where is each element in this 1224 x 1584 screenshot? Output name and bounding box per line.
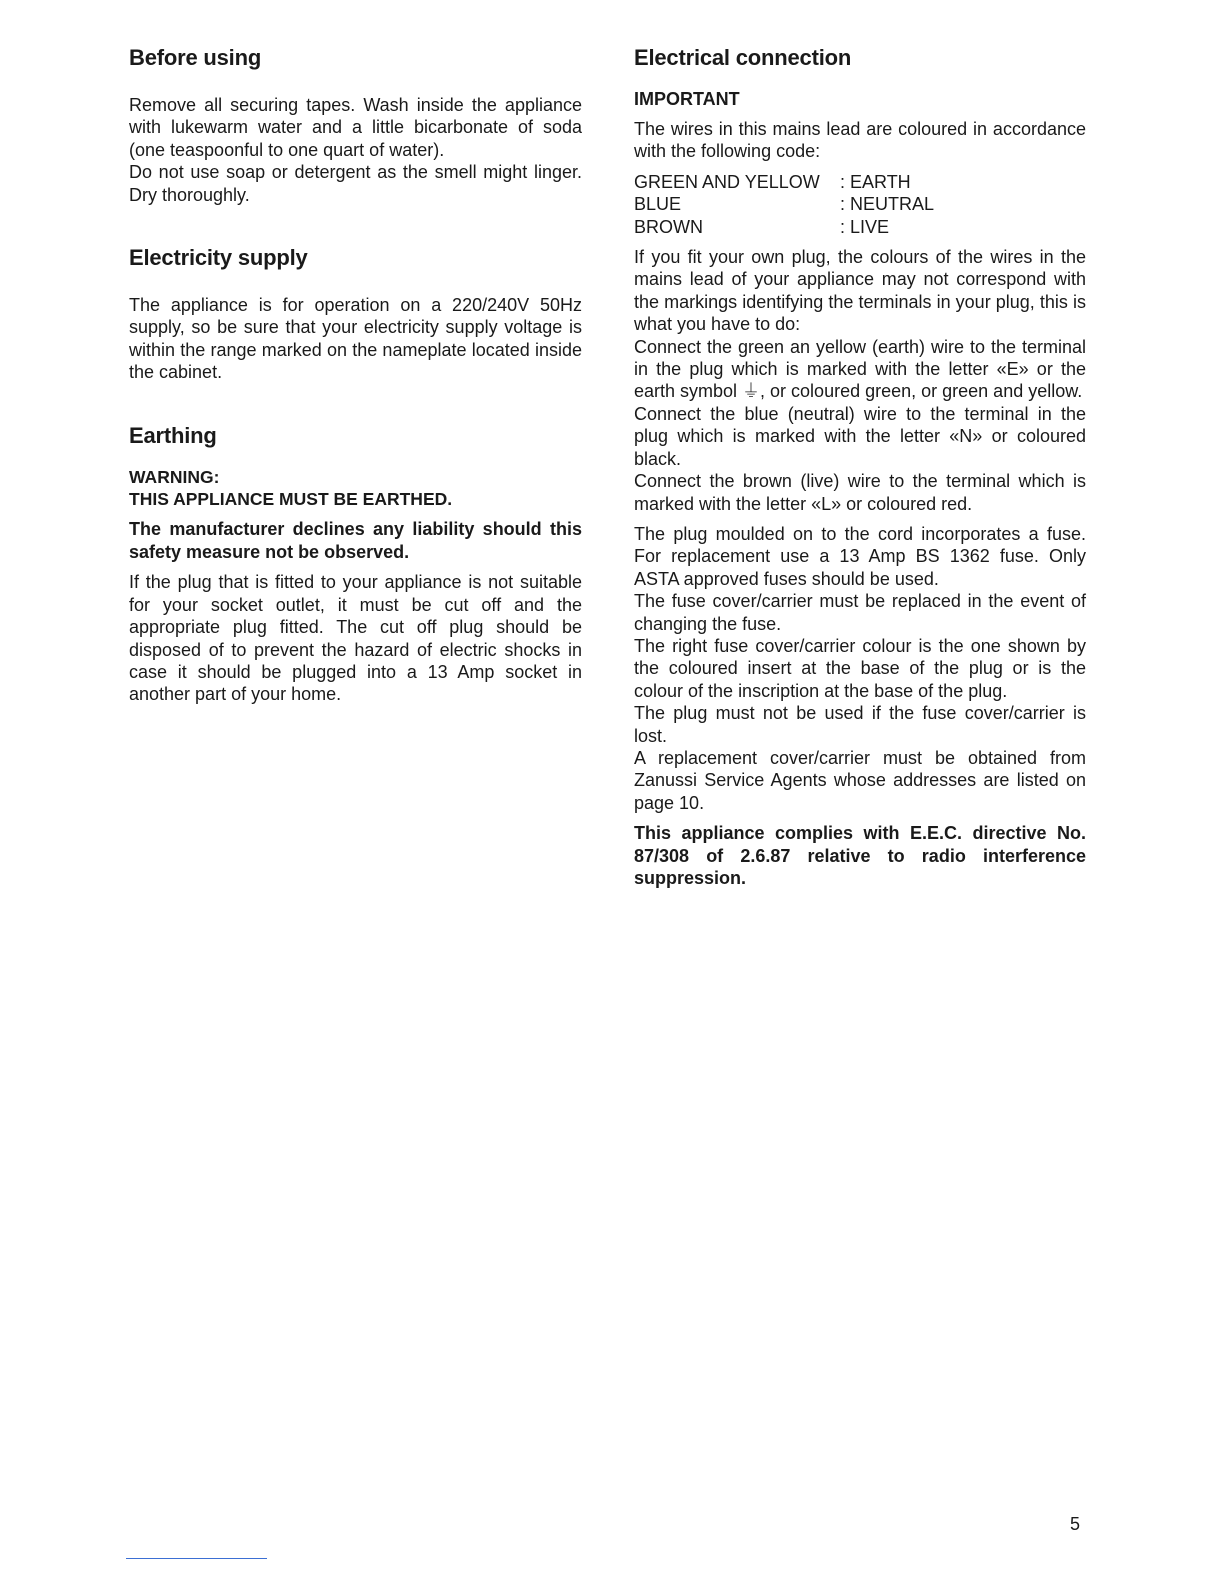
earthing-section bbox=[129, 420, 582, 706]
plug-paragraph-2: Connect the green an yellow (earth) wire to the terminal in the plug which is marked with the letter «E» or the earth symbol ⏚, or coloured green, or green and yellow. bbox=[634, 336, 1086, 402]
before-using-section bbox=[129, 42, 582, 206]
electrical-connection-heading: Electrical connection bbox=[634, 45, 852, 70]
wire-code-table bbox=[634, 171, 934, 238]
wire-code-row bbox=[634, 216, 934, 238]
wire-colour: BLUE bbox=[634, 194, 682, 215]
earthing-paragraph: If the plug that is fitted to your appliance is not suitable for your socket outlet, it must be cut off and the appropriate plug fitted. The cut off plug should be disposed of to prevent the hazard of electric shocks in case it should be plugged into a 13 Amp socket in another part of your home. bbox=[129, 572, 582, 705]
fuse-paragraph-1: The plug moulded on to the cord incorporates a fuse. For replacement use a 13 Amp BS 1362 fuse. Only ASTA approved fuses should be used. bbox=[634, 523, 1086, 589]
compliance-statement: This appliance complies with E.E.C. directive No. 87/308 of 2.6.87 relative to radio interference suppression. bbox=[634, 823, 1086, 888]
fuse-paragraph-5: A replacement cover/carrier must be obtained from Zanussi Service Agents whose addresses are listed on page 10. bbox=[634, 747, 1086, 813]
page-number: 5 bbox=[1070, 1514, 1081, 1534]
wire-code-row bbox=[634, 171, 934, 193]
wire-code-row bbox=[634, 193, 934, 215]
electricity-supply-paragraph: The appliance is for operation on a 220/240V 50Hz supply, so be sure that your electricity supply voltage is within the range marked on the nameplate located inside the cabinet. bbox=[129, 295, 582, 383]
wire-function: : NEUTRAL bbox=[840, 194, 935, 215]
warning-text: THIS APPLIANCE MUST BE EARTHED. bbox=[129, 489, 453, 510]
wire-function: : LIVE bbox=[840, 216, 890, 237]
fuse-paragraph-3: The right fuse cover/carrier colour is the one shown by the coloured insert at the base of the plug or is the colour of the inscription at the base of the plug. bbox=[634, 635, 1086, 701]
electrical-connection-section bbox=[634, 42, 1086, 889]
wire-colour: GREEN AND YELLOW bbox=[634, 171, 820, 192]
earthing-heading: Earthing bbox=[129, 422, 217, 448]
wire-function: : EARTH bbox=[840, 171, 911, 192]
right-column bbox=[634, 42, 1086, 889]
electricity-supply-section bbox=[129, 242, 582, 384]
plug-paragraph-3: Connect the blue (neutral) wire to the terminal in the plug which is marked with the letter «N» or coloured black. bbox=[634, 403, 1086, 469]
electricity-supply-heading: Electricity supply bbox=[129, 245, 308, 271]
plug-paragraph-4: Connect the brown (live) wire to the terminal which is marked with the letter «L» or coloured red. bbox=[634, 471, 1086, 514]
wire-intro: The wires in this mains lead are coloured in accordance with the following code: bbox=[634, 119, 1086, 162]
important-label: IMPORTANT bbox=[634, 89, 740, 109]
plug-paragraph-1: If you fit your own plug, the colours of the wires in the mains lead of your appliance may not correspond with the markings identifying the terminals in your plug, this is what you have to do: bbox=[634, 247, 1086, 335]
before-using-heading: Before using bbox=[129, 45, 262, 70]
fuse-paragraph-4: The plug must not be used if the fuse cover/carrier is lost. bbox=[634, 703, 1086, 746]
wire-colour: BROWN bbox=[634, 216, 703, 237]
fuse-paragraph-2: The fuse cover/carrier must be replaced in the event of changing the fuse. bbox=[634, 591, 1086, 634]
left-column bbox=[129, 42, 582, 706]
warning-label: WARNING: bbox=[129, 466, 220, 487]
before-using-paragraph-1: Remove all securing tapes. Wash inside the appliance with lukewarm water and a little bicarbonate of soda (one teaspoonful to one quart of water). bbox=[129, 95, 582, 160]
before-using-paragraph-2: Do not use soap or detergent as the smell might linger. Dry thoroughly. bbox=[129, 162, 582, 205]
footer-rule bbox=[126, 1558, 267, 1559]
liability-statement: The manufacturer declines any liability should this safety measure not be observed. bbox=[129, 519, 582, 562]
